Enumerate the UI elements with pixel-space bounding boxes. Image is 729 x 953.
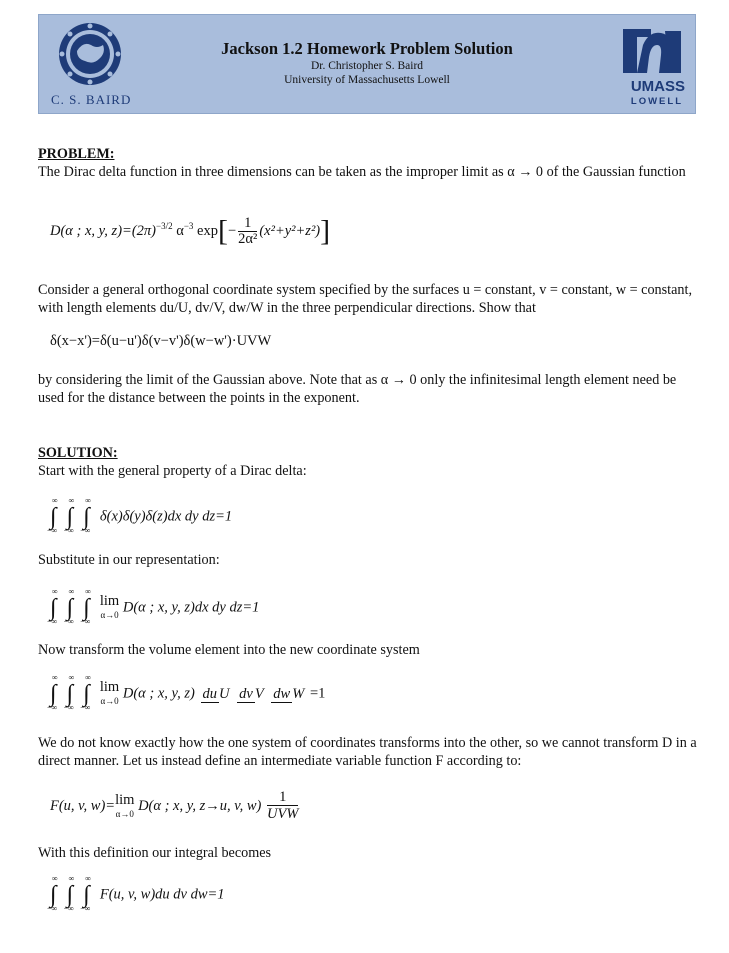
- right-logo-text: UMASS: [630, 78, 685, 95]
- problem-heading: PROBLEM:: [38, 146, 115, 162]
- eq-exp-word: exp: [197, 222, 218, 239]
- integral-equation-1: ∫ ∞ −∞ ∫ ∞ −∞ ∫ ∞ −∞ δ(x)δ(y)δ(z)dx dy dz=1: [47, 496, 233, 535]
- university: University of Massachusetts Lowell: [284, 74, 450, 86]
- right-logo-subtext: LOWELL: [630, 96, 683, 107]
- solution-paragraph-3: Now transform the volume element into the new coordinate system: [38, 642, 420, 658]
- problem-paragraph-3: by considering the limit of the Gaussian above. Note that as α → 0 only the infinitesimal length element need be used for the distance between the points in the exponent.: [38, 372, 677, 406]
- eq-lhs: D(α ; x, y, z)=(2π): [50, 222, 156, 239]
- delta-equation: δ(x−x')=δ(u−u')δ(v−v')δ(w−w')·UVW: [50, 333, 272, 349]
- solution-paragraph-2: Substitute in our representation:: [38, 552, 220, 568]
- problem-paragraph-1: The Dirac delta function in three dimensions can be taken as the improper limit as α → 0 of the Gaussian function: [38, 164, 686, 180]
- header-text: [159, 39, 575, 87]
- integral-equation-4: ∫ ∞ −∞ ∫ ∞ −∞ ∫ ∞ −∞ F(u, v, w)du dv dw=1: [47, 874, 225, 913]
- author: Dr. Christopher S. Baird: [310, 60, 424, 72]
- left-logo-text: C. S. BAIRD: [51, 92, 132, 107]
- eq-fraction: $\frac{1}{\text{2α²}}$: [238, 215, 258, 247]
- solution-heading: SOLUTION:: [38, 445, 118, 461]
- eq-exp: −3/2: [156, 221, 173, 231]
- problem-paragraph-2: Consider a general orthogonal coordinate system specified by the surfaces u = constant, v = constant, w = constant, with length elements du/U, dv/V, dw/W in the three perpendicular directions. Show that: [38, 282, 692, 316]
- eq-alpha-exp: −3: [183, 221, 194, 231]
- eq-alpha: α: [176, 222, 184, 239]
- integral-equation-2: ∫ ∞ −∞ ∫ ∞ −∞ ∫ ∞ −∞ lim α→0 D(α ; x, y, z)dx dy dz=1: [47, 587, 260, 626]
- solution-paragraph-1: Start with the general property of a Dirac delta:: [38, 463, 307, 479]
- definition-equation: F(u, v, w)=lim α→0 D(α ; x, y, z→u, v, w) $\frac{1}{\text{UVW}}$: [50, 789, 299, 822]
- page-title: Jackson 1.2 Homework Problem Solution: [221, 39, 513, 58]
- solution-paragraph-5: With this definition our integral becomes: [38, 845, 272, 861]
- header-banner: [38, 14, 696, 114]
- seal-logo-icon: [55, 21, 125, 87]
- gaussian-equation: D(α ; x, y, $z)=(2\pi)^{-3/2}$ $\alpha^{-3}$ exp[− $\frac{1}{\text{2α²}}$ (x²+y²+z²)]: [50, 214, 331, 248]
- eq-paren: (x²+y²+z²): [259, 222, 321, 239]
- integral-equation-3: ∫ ∞ −∞ ∫ ∞ −∞ ∫ ∞ −∞ lim α→0 D(α ; x, y, z) du U dv V dw W =1: [47, 673, 326, 712]
- solution-paragraph-4: We do not know exactly how the one system of coordinates transforms into the other, so we cannot transform D in a direct manner. Let us instead define an intermediate variable function F according to:: [38, 735, 697, 769]
